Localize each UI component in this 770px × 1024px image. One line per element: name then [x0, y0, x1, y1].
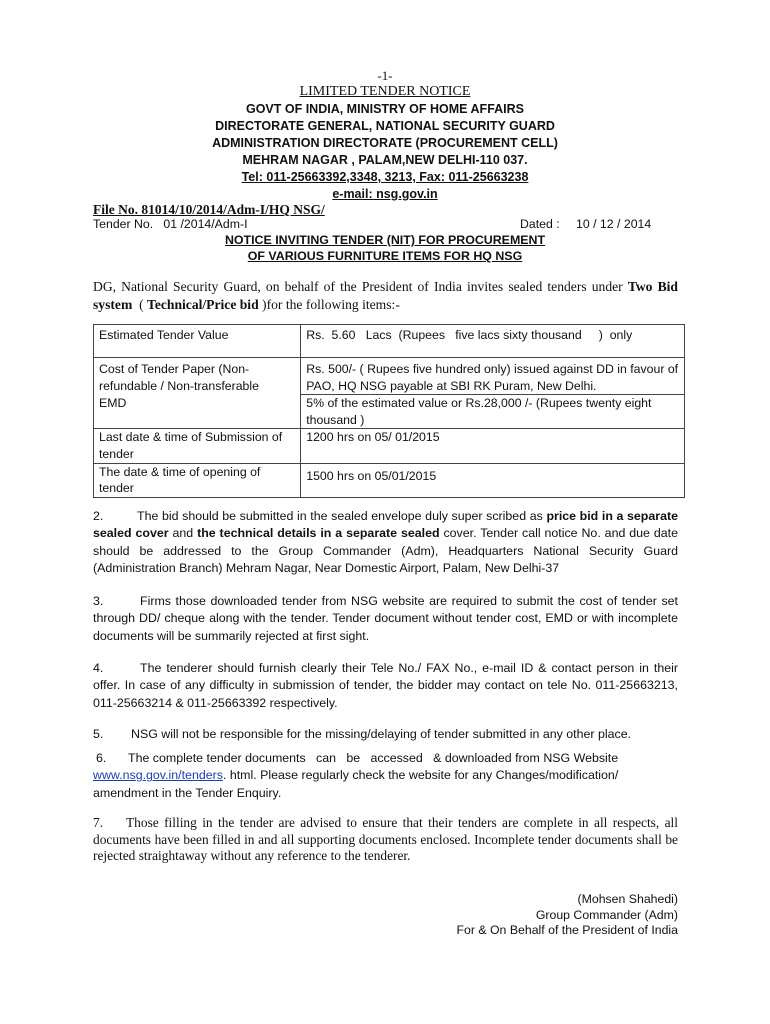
- page-number: -1-: [377, 68, 393, 83]
- signatory-designation: Group Commander (Adm): [535, 907, 678, 922]
- para-bold-technical: the technical details in a separate sealed: [197, 526, 440, 541]
- intro-text-2: (: [132, 296, 147, 312]
- paragraph-5: [93, 726, 678, 743]
- intro-bold-bid-type: Technical/Price bid: [147, 296, 259, 312]
- para-text: cover. Tender call notice No. and due date should be addressed to the Group Commander (Adm), Headquarters National Security Guard (Administration Branch) Mehram Nagar, Near Domestic Airport, Palam, New Delhi-37: [93, 526, 678, 576]
- header-ministry: GOVT OF INDIA, MINISTRY OF HOME AFFAIRS: [245, 102, 524, 116]
- header-tel-fax: Tel: 011-25663392,3348, 3213, Fax: 011-25663238: [241, 170, 529, 184]
- intro-text-3: )for the following items:-: [258, 296, 400, 312]
- header-email: e-mail: nsg.gov.in: [332, 187, 438, 201]
- paragraph-4: [93, 660, 678, 712]
- para-number: 4.: [93, 661, 104, 675]
- dated-value: 10 / 12 / 2014: [576, 217, 652, 231]
- signatory-name: (Mohsen Shahedi): [577, 892, 678, 906]
- para-bold-price-bid: price bid in a separate sealed cover: [93, 509, 678, 541]
- table-row: [94, 395, 685, 429]
- tender-details-table: [93, 324, 685, 498]
- header-directorate: DIRECTORATE GENERAL, NATIONAL SECURITY GUARD: [215, 119, 555, 133]
- table-row: [94, 429, 685, 463]
- row-label: Estimated Tender Value: [94, 325, 301, 358]
- row-label: The date & time of opening of tender: [94, 463, 301, 497]
- nit-title-line2: OF VARIOUS FURNITURE ITEMS FOR HQ NSG: [247, 249, 523, 263]
- notice-title: LIMITED TENDER NOTICE: [299, 84, 471, 99]
- table-row: [94, 325, 685, 358]
- paragraph-7: [93, 815, 678, 865]
- signatory-behalf: For & On Behalf of the President of India: [456, 923, 678, 937]
- row-value: Rs. 5.60 Lacs (Rupees five lacs sixty thousand ) only: [301, 325, 685, 358]
- para-number: 6.: [96, 751, 107, 765]
- paragraph-6: [93, 750, 678, 802]
- row-value: 1200 hrs on 05/ 01/2015: [301, 429, 685, 463]
- para-text: The complete tender documents can be accessed & downloaded from NSG Website: [128, 751, 619, 765]
- intro-bold-bid-system: Two Bid system: [93, 279, 678, 312]
- signature-block: [457, 892, 678, 939]
- para-text: The tenderer should furnish clearly their Tele No./ FAX No., e-mail ID & contact person in their offer. In case of any difficulty in submission of tender, the bidder may contact on tele No. 011-25663213, 011-25663214 & 011-25663392 respectively.: [93, 661, 678, 710]
- para-number: 7.: [93, 815, 104, 830]
- row-label: Cost of Tender Paper (Non-refundable / Non-transferable: [94, 358, 301, 395]
- intro-paragraph: [93, 278, 678, 313]
- row-value: Rs. 500/- ( Rupees five hundred only) issued against DD in favour of PAO, HQ NSG payable at SBI RK Puram, New Delhi.: [301, 358, 685, 395]
- table-row: [94, 358, 685, 395]
- para-number: 3.: [93, 594, 104, 608]
- paragraph-2: [93, 508, 678, 578]
- paragraph-3: [93, 593, 678, 645]
- file-number: File No. 81014/10/2014/Adm-I/HQ NSG/: [93, 202, 325, 217]
- header-address: MEHRAM NAGAR , PALAM,NEW DELHI-110 037.: [242, 153, 528, 167]
- header-admin: ADMINISTRATION DIRECTORATE (PROCUREMENT CELL): [212, 136, 558, 150]
- row-label: EMD: [94, 395, 301, 429]
- para-text: NSG will not be responsible for the missing/delaying of tender submitted in any other place.: [131, 727, 632, 741]
- para-number: 2.: [93, 509, 104, 523]
- intro-text: DG, National Security Guard, on behalf of the President of India invites sealed tenders under: [93, 279, 628, 294]
- tender-number: Tender No. 01 /2014/Adm-I: [93, 217, 248, 231]
- nit-title-line1: NOTICE INVITING TENDER (NIT) FOR PROCUREMENT: [224, 233, 546, 247]
- para-text: Firms those downloaded tender from NSG website are required to submit the cost of tender set through DD/ cheque along with the tender. Tender document without tender cost, EMD or with incomplete documents will be summarily rejected at first sight.: [93, 594, 678, 643]
- para-number: 5.: [93, 727, 104, 741]
- row-label: Last date & time of Submission of tender: [94, 429, 301, 463]
- para-text: and: [168, 526, 198, 541]
- para-text: The bid should be submitted in the sealed envelope duly super scribed as: [137, 509, 547, 523]
- dated-label: Dated :: [520, 217, 560, 231]
- nsg-tenders-link[interactable]: www.nsg.gov.in/tenders: [93, 768, 223, 783]
- row-value: 5% of the estimated value or Rs.28,000 /- (Rupees twenty eight thousand ): [301, 395, 685, 429]
- row-value: 1500 hrs on 05/01/2015: [301, 463, 685, 497]
- para-text: Those filling in the tender are advised to ensure that their tenders are complete in all respects, all documents have been filled in and all supporting documents enclosed. Incomplete tender documents shall be rejected straightaway without any reference to the tenderer.: [93, 815, 678, 864]
- table-row: [94, 463, 685, 497]
- para-text: . html. Please regularly check the website for any Changes/modification/ amendment in the Tender Enquiry.: [93, 768, 619, 800]
